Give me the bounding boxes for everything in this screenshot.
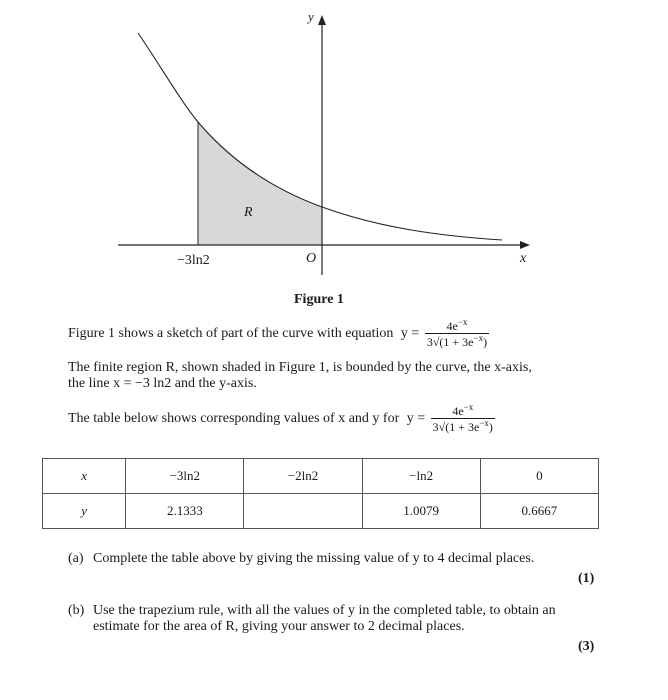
region-label: R — [244, 205, 253, 220]
intro-text: Figure 1 shows a sketch of part of the curve with equation — [68, 326, 394, 341]
question-a-label: (a) — [68, 551, 84, 566]
table-row-x — [43, 459, 599, 494]
table-cell: −3ln2 — [126, 459, 244, 494]
table-cell: 1.0079 — [362, 494, 480, 529]
y-equals-2: y = — [406, 411, 426, 426]
table-cell: x — [43, 459, 126, 494]
table-cell: y — [43, 494, 126, 529]
question-b-text-line2: estimate for the area of R, giving your answer to 2 decimal places. — [93, 619, 465, 634]
table-cell: 0 — [480, 459, 598, 494]
table-cell-missing[interactable] — [244, 494, 362, 529]
curve-equation-2: $\frac{4e^{-x}}{3√(1 + 3e^{-x})}$ — [432, 401, 493, 434]
table-intro-text: The table below shows corresponding values of x and y for — [68, 411, 400, 426]
shaded-region-r — [198, 122, 322, 245]
x-axis-label: x — [520, 251, 527, 266]
question-a-marks: (1) — [578, 571, 595, 586]
question-b-label: (b) — [68, 603, 85, 618]
region-description-line1: The finite region R, shown shaded in Figure 1, is bounded by the curve, the x-axis, — [68, 360, 532, 375]
y-equals: y = — [400, 326, 420, 341]
table-cell: 0.6667 — [480, 494, 598, 529]
figure-1-graph — [0, 0, 668, 300]
y-axis-arrow — [318, 15, 326, 25]
table-intro-line — [68, 399, 495, 439]
question-b-marks: (3) — [578, 639, 595, 654]
x-axis-arrow — [520, 241, 530, 249]
question-a-text: Complete the table above by giving the missing value of y to 4 decimal places. — [93, 551, 535, 566]
table-cell: −2ln2 — [244, 459, 362, 494]
left-bound-label: −3ln2 — [177, 253, 210, 268]
question-b-text-line1: Use the trapezium rule, with all the values of y in the completed table, to obtain an — [93, 603, 556, 618]
table-cell: 2.1333 — [126, 494, 244, 529]
table-cell: −ln2 — [362, 459, 480, 494]
values-table — [42, 458, 599, 529]
intro-line — [68, 314, 489, 354]
y-axis-label: y — [308, 9, 314, 24]
curve-equation: $\frac{4e^{-x}}{3√(1 + 3e^{-x})}$ — [426, 316, 488, 349]
table-row-y — [43, 494, 599, 529]
figure-caption: Figure 1 — [294, 292, 344, 307]
region-description-line2: the line x = −3 ln2 and the y-axis. — [68, 376, 257, 391]
origin-label: O — [306, 251, 317, 266]
